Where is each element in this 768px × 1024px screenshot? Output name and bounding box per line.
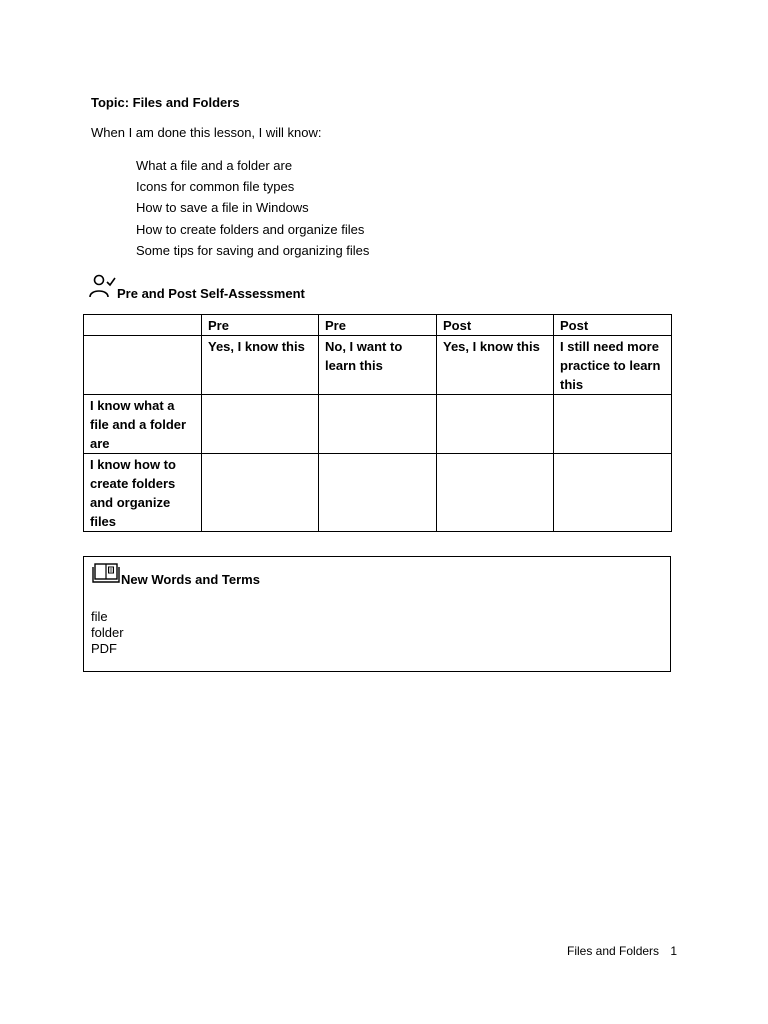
words-list — [91, 609, 124, 657]
checkbox-cell[interactable] — [319, 454, 437, 532]
page-footer — [567, 944, 677, 958]
objectives-list — [136, 157, 369, 263]
self-assessment-table — [83, 314, 672, 532]
objective-item: How to create folders and organize files — [136, 221, 365, 237]
checkbox-cell[interactable] — [437, 454, 554, 532]
checkbox-cell[interactable] — [202, 454, 319, 532]
table-cell: Pre — [319, 315, 437, 336]
table-cell: Pre — [202, 315, 319, 336]
assessment-heading — [88, 272, 305, 301]
table-cell: Post — [437, 315, 554, 336]
table-cell — [84, 315, 202, 336]
footer-title: Files and Folders — [567, 944, 660, 958]
word-item: PDF — [91, 641, 117, 656]
table-row — [84, 454, 672, 532]
checkbox-cell[interactable] — [202, 395, 319, 454]
table-cell: Yes, I know this — [202, 336, 319, 395]
objective-item: Some tips for saving and organizing files — [136, 242, 370, 258]
table-cell — [84, 336, 202, 395]
checkbox-cell[interactable] — [554, 395, 672, 454]
topic-title: Topic: Files and Folders — [91, 95, 240, 110]
checkbox-cell[interactable] — [319, 395, 437, 454]
objective-item: How to save a file in Windows — [136, 200, 309, 216]
new-words-box — [83, 556, 671, 672]
table-cell: Yes, I know this — [437, 336, 554, 395]
checkbox-cell[interactable] — [554, 454, 672, 532]
table-cell: I know how to create folders and organize files — [84, 454, 202, 532]
table-row — [84, 395, 672, 454]
page-number: 1 — [670, 944, 678, 958]
intro-text: When I am done this lesson, I will know: — [91, 125, 322, 140]
word-item: file — [91, 609, 108, 624]
objective-item: Icons for common file types — [136, 179, 295, 195]
table-subheader-row — [84, 336, 672, 395]
table-header-row — [84, 315, 672, 336]
table-cell: I know what a file and a folder are — [84, 395, 202, 454]
words-heading — [92, 562, 260, 587]
checkbox-cell[interactable] — [437, 395, 554, 454]
word-item: folder — [91, 625, 124, 640]
table-cell: I still need more practice to learn this — [554, 336, 672, 395]
book-icon — [92, 562, 120, 587]
table-cell: Post — [554, 315, 672, 336]
words-heading-label: New Words and Terms — [121, 572, 260, 587]
objective-item: What a file and a folder are — [136, 158, 293, 173]
table-cell: No, I want to learn this — [319, 336, 437, 395]
assessment-heading-label: Pre and Post Self-Assessment — [117, 286, 305, 301]
person-check-icon — [88, 272, 116, 301]
